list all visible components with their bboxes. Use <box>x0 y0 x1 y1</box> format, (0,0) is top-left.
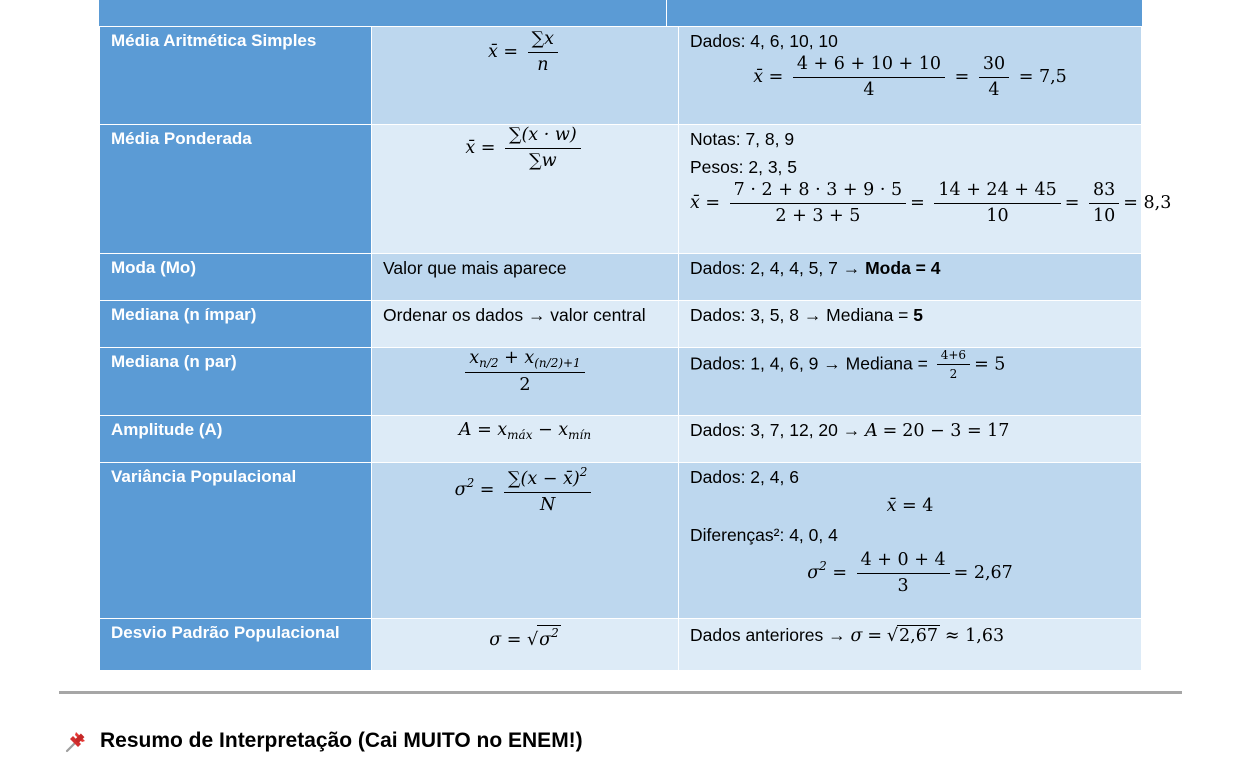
example-data: Dados: 4, 6, 10, 10 <box>690 31 838 51</box>
table-row <box>100 125 1142 254</box>
summary-title: Resumo de Interpretação (Cai MUITO no ENEM!) <box>100 729 583 752</box>
measure-name: Mediana (n ímpar) <box>100 301 372 348</box>
example-cell: Dados: 3, 7, 12, 20 → A = 20 − 3 = 17 <box>679 416 1142 463</box>
table-row <box>100 254 1142 301</box>
formula-cell: $\sigma^2$ = $\frac{\sum(x - x̄)^2}{N}$ <box>372 463 679 619</box>
example-cell: Dados: 4, 6, 10, 10 x̄ = $\frac{4 + 6 + 10 + 10}{4}$ = $\frac{30}{4}$ = 7,5 <box>679 27 1142 125</box>
table-header-strip <box>99 0 1142 26</box>
example-data: Dados: 2, 4, 6 <box>690 467 799 487</box>
formula-cell: x̄ = $\frac{\sum x}{n}$ <box>372 27 679 125</box>
example-cell: Dados: 1, 4, 6, 9 → Mediana = $\frac{4+6}{2}$ = 5 <box>679 348 1142 416</box>
example-cell: Dados: 2, 4, 4, 5, 7 → Moda = 4 <box>679 254 1142 301</box>
header-cell-left <box>99 0 667 26</box>
table-row <box>100 416 1142 463</box>
table-row <box>100 619 1142 671</box>
formula-cell: Valor que mais aparece <box>372 254 679 301</box>
measure-name: Desvio Padrão Populacional <box>100 619 372 671</box>
example-diffs: Diferenças²: 4, 0, 4 <box>690 525 838 545</box>
example-notas: Notas: 7, 8, 9 <box>690 129 795 149</box>
measure-name: Média Aritmética Simples <box>100 27 372 125</box>
table-row <box>100 348 1142 416</box>
formula-cell: $\frac{x_{n/2} + x_{(n/2)+1}}{2}$ <box>372 348 679 416</box>
formula-cell: $A = x_{máx} - x_{mín}$ <box>372 416 679 463</box>
pushpin-icon <box>62 727 90 755</box>
measure-name: Variância Populacional <box>100 463 372 619</box>
example-cell: Dados: 2, 4, 6 x̄ = 4 Diferenças²: 4, 0, 4 $\sigma^2$ = $\frac{4 + 0 + 4}{3}$ = 2,67 <box>679 463 1142 619</box>
measure-name: Amplitude (A) <box>100 416 372 463</box>
formula-cell: Ordenar os dados → valor central <box>372 301 679 348</box>
formula-cell: $\sigma = √\sigma^2$ <box>372 619 679 671</box>
table-row <box>100 463 1142 619</box>
example-cell: Dados: 3, 5, 8 → Mediana = 5 <box>679 301 1142 348</box>
horizontal-divider <box>59 691 1182 694</box>
measure-name: Moda (Mo) <box>100 254 372 301</box>
measure-name: Mediana (n par) <box>100 348 372 416</box>
section-heading <box>62 727 583 755</box>
example-cell: Dados anteriores → σ = √2,67 ≈ 1,63 <box>679 619 1142 671</box>
table-row <box>100 27 1142 125</box>
measure-name: Média Ponderada <box>100 125 372 254</box>
example-pesos: Pesos: 2, 3, 5 <box>690 157 798 177</box>
formula-table <box>99 26 1172 671</box>
table-row <box>100 301 1142 348</box>
example-cell: Notas: 7, 8, 9 Pesos: 2, 3, 5 x̄ = $\frac{7 \cdot 2 + 8 \cdot 3 + 9 \cdot 5}{2 + 3 + 5}$ = $\frac{14 + 24 + 45}{10}$ = $\frac{83}{10}$ = 8,3 <box>679 125 1142 254</box>
formula-cell: x̄ = $\frac{\sum(x \cdot w)}{\sum w}$ <box>372 125 679 254</box>
header-cell-right <box>667 0 1142 26</box>
